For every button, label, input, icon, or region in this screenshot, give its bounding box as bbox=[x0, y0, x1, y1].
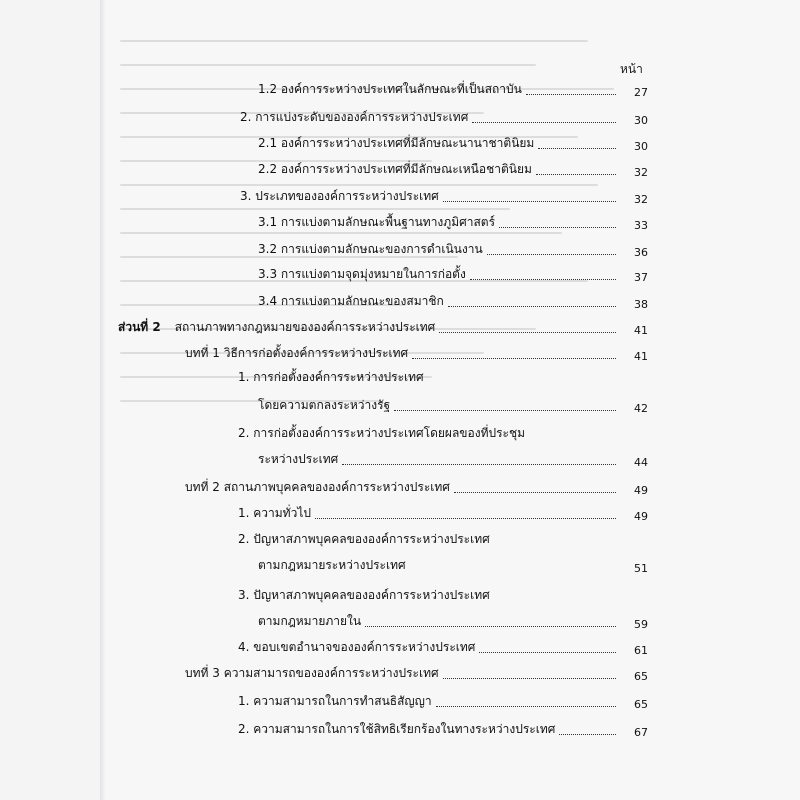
leader-dots bbox=[526, 94, 616, 95]
toc-entry-label: 2. การแบ่งระดับขององค์การระหว่างประเทศ bbox=[240, 110, 469, 124]
toc-entry-label: 3.3 การแบ่งตามจุดมุ่งหมายในการก่อตั้ง bbox=[258, 267, 466, 281]
toc-entry-page: 27 bbox=[634, 86, 648, 99]
toc-entry bbox=[258, 134, 648, 153]
toc-entry-page: 44 bbox=[634, 456, 648, 469]
toc-entry-page: 61 bbox=[634, 644, 648, 657]
toc-entry-label: สถานภาพทางกฎหมายขององค์การระหว่างประเทศ bbox=[174, 320, 436, 334]
toc-entry bbox=[258, 396, 648, 415]
toc-entry-label: 3.1 การแบ่งตามลักษณะพื้นฐานทางภูมิศาสตร์ bbox=[258, 215, 496, 229]
leader-dots bbox=[443, 678, 616, 679]
toc-entry-label: บทที่ 2 สถานภาพบุคคลขององค์การระหว่างประเทศ bbox=[185, 480, 450, 494]
toc-entry-label: 3.4 การแบ่งตามลักษณะของสมาชิก bbox=[258, 294, 444, 308]
leader-dots bbox=[470, 279, 616, 280]
page-edge-shadow bbox=[100, 0, 106, 800]
leader-dots bbox=[479, 652, 616, 653]
toc-entry bbox=[258, 160, 648, 179]
toc-entry-label: 3.2 การแบ่งตามลักษณะของการดำเนินงาน bbox=[258, 242, 483, 256]
toc-entry bbox=[258, 612, 648, 631]
toc-entry-label: 2.2 องค์การระหว่างประเทศที่มีลักษณะเหนือชาตินิยม bbox=[258, 162, 532, 176]
toc-entry-label: 2. ความสามารถในการใช้สิทธิเรียกร้องในทางระหว่างประเทศ bbox=[238, 722, 556, 736]
toc-entry bbox=[240, 108, 648, 127]
toc-entry-page: 42 bbox=[634, 402, 648, 415]
toc-entry-label: บทที่ 1 วิธีการก่อตั้งองค์การระหว่างประเทศ bbox=[185, 346, 409, 360]
toc-entry-label: 1. การก่อตั้งองค์การระหว่างประเทศ bbox=[238, 370, 424, 384]
toc-entry-page: 32 bbox=[634, 166, 648, 179]
part-number: ส่วนที่ 2 bbox=[118, 320, 161, 334]
toc-entry-label: 2.1 องค์การระหว่างประเทศที่มีลักษณะนานาชาตินิยม bbox=[258, 136, 535, 150]
toc-entry bbox=[258, 80, 648, 99]
leader-dots bbox=[365, 626, 616, 627]
leader-dots bbox=[559, 734, 616, 735]
leader-dots bbox=[454, 492, 616, 493]
leader-dots bbox=[472, 122, 616, 123]
leader-dots bbox=[448, 306, 616, 307]
leader-dots bbox=[487, 254, 616, 255]
leader-dots bbox=[412, 358, 616, 359]
leader-dots bbox=[443, 201, 616, 202]
leader-dots bbox=[499, 227, 616, 228]
toc-entry-label: 4. ขอบเขตอำนาจขององค์การระหว่างประเทศ bbox=[238, 640, 476, 654]
toc-entry bbox=[238, 720, 648, 739]
toc-entry-page: 32 bbox=[634, 193, 648, 206]
toc-chapter bbox=[185, 478, 648, 497]
toc-entry bbox=[238, 504, 648, 523]
toc-entry-page: 59 bbox=[634, 618, 648, 631]
leader-dots bbox=[315, 518, 616, 519]
toc-entry-page: 30 bbox=[634, 114, 648, 127]
page-column-header: หน้า bbox=[620, 62, 643, 76]
toc-entry-label: 1. ความทั่วไป bbox=[238, 506, 311, 520]
toc-entry-label-cont: โดยความตกลงระหว่างรัฐ bbox=[258, 398, 391, 412]
toc-entry bbox=[238, 638, 648, 657]
toc-entry-label-cont: ระหว่างประเทศ bbox=[258, 452, 339, 466]
toc-entry bbox=[238, 692, 648, 711]
leader-dots bbox=[538, 148, 616, 149]
toc-entry-page: 67 bbox=[634, 726, 648, 739]
toc-entry-page: 41 bbox=[634, 350, 648, 363]
toc-chapter bbox=[185, 344, 648, 363]
toc-entry bbox=[258, 450, 648, 469]
toc-entry bbox=[258, 556, 648, 575]
toc-entry-page: 49 bbox=[634, 510, 648, 523]
toc-entry-page: 51 bbox=[634, 562, 648, 575]
toc-entry-label: 2. การก่อตั้งองค์การระหว่างประเทศโดยผลของที่ประชุม bbox=[238, 426, 526, 440]
toc-entry-page: 33 bbox=[634, 219, 648, 232]
toc-entry bbox=[258, 213, 648, 232]
toc-part-heading bbox=[118, 318, 648, 337]
toc-entry bbox=[258, 292, 648, 311]
toc-entry-label: 1. ความสามารถในการทำสนธิสัญญา bbox=[238, 694, 432, 708]
toc-entry-page: 37 bbox=[634, 271, 648, 284]
toc-entry-label: 2. ปัญหาสภาพบุคคลขององค์การระหว่างประเทศ bbox=[238, 532, 490, 546]
toc-entry-label: บทที่ 3 ความสามารถขององค์การระหว่างประเทศ bbox=[185, 666, 439, 680]
toc-entry bbox=[240, 187, 648, 206]
leader-dots bbox=[439, 332, 616, 333]
toc-entry-label: 3. ประเภทขององค์การระหว่างประเทศ bbox=[240, 189, 439, 203]
toc-entry-label: 3. ปัญหาสภาพบุคคลขององค์การระหว่างประเทศ bbox=[238, 588, 490, 602]
toc-entry-label-cont: ตามกฎหมายระหว่างประเทศ bbox=[258, 558, 406, 572]
leader-dots bbox=[436, 706, 616, 707]
toc-entry bbox=[258, 265, 648, 284]
toc-chapter bbox=[185, 664, 648, 683]
toc-entry-page: 41 bbox=[634, 324, 648, 337]
leader-dots bbox=[536, 174, 616, 175]
toc-entry-page: 65 bbox=[634, 698, 648, 711]
toc-entry-page: 38 bbox=[634, 298, 648, 311]
leader-dots bbox=[394, 410, 616, 411]
toc-entry-label-cont: ตามกฎหมายภายใน bbox=[258, 614, 362, 628]
toc-entry-page: 65 bbox=[634, 670, 648, 683]
background-left bbox=[0, 0, 110, 800]
toc-entry-page: 49 bbox=[634, 484, 648, 497]
toc-entry-label: 1.2 องค์การระหว่างประเทศในลักษณะที่เป็นสถาบัน bbox=[258, 82, 522, 96]
toc-entry-page: 30 bbox=[634, 140, 648, 153]
toc-entry-page: 36 bbox=[634, 246, 648, 259]
leader-dots bbox=[410, 570, 616, 571]
leader-dots bbox=[342, 464, 616, 465]
toc-entry bbox=[258, 240, 648, 259]
